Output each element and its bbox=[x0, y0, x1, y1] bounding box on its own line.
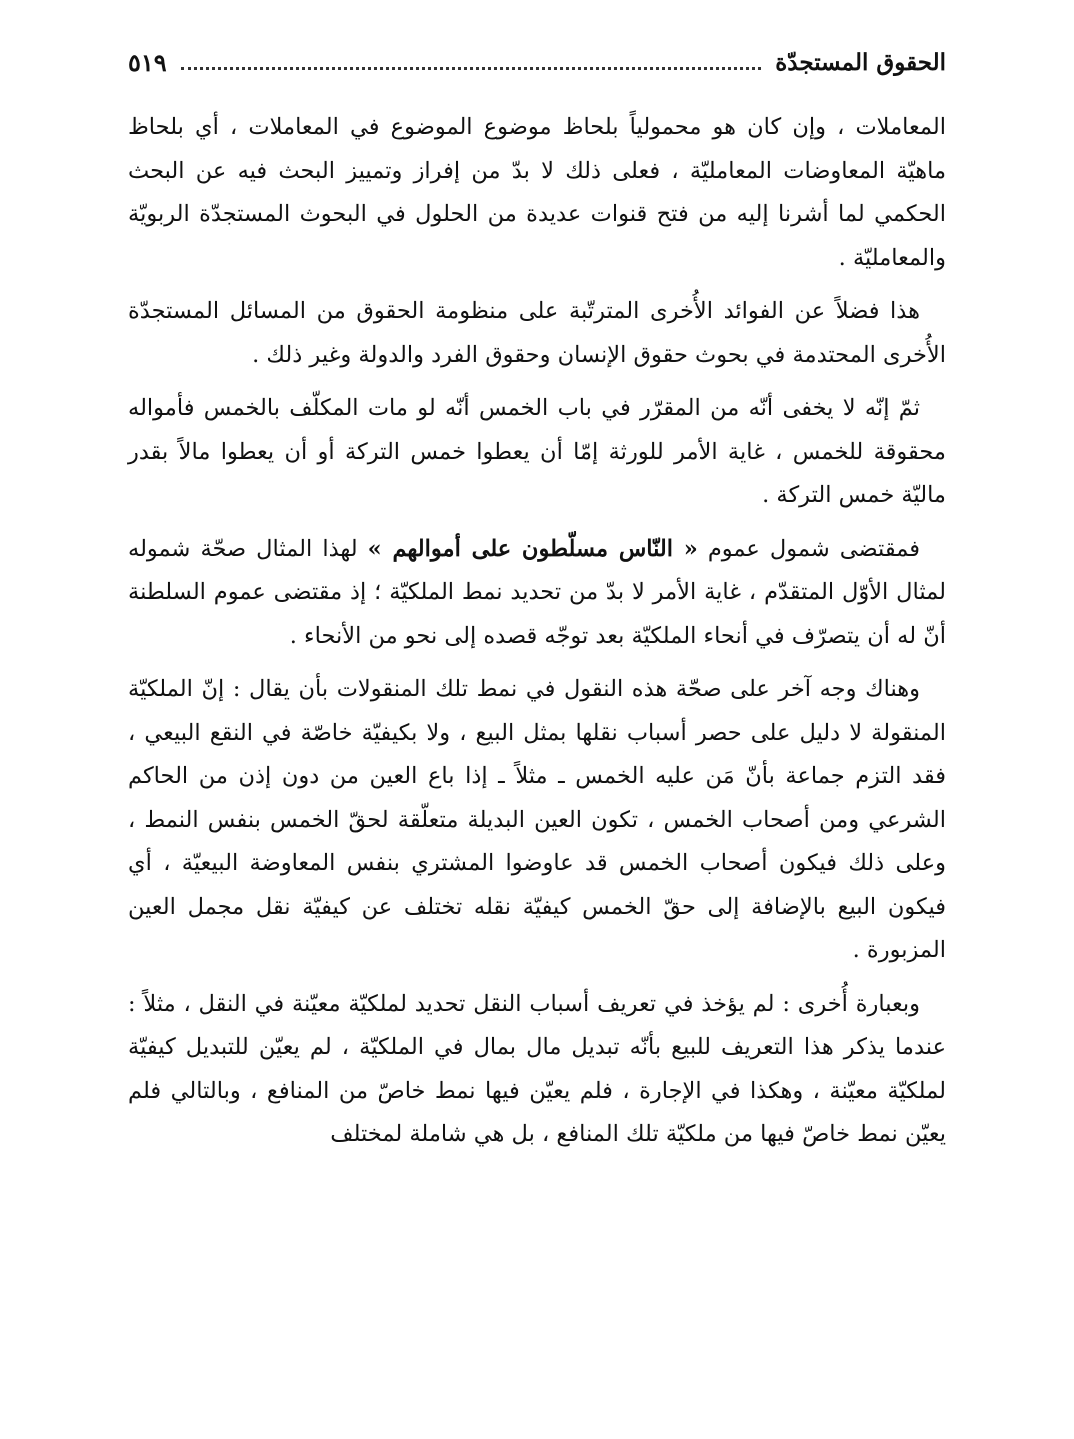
book-page bbox=[128, 40, 946, 1410]
paragraph: هذا فضلاً عن الفوائد الأُخرى المترتّبة على منظومة الحقوق من المسائل المستجدّة الأُخرى المحتدمة في بحوث حقوق الإنسان وحقوق الفرد والدولة وغير ذلك . bbox=[128, 298, 946, 368]
paragraph bbox=[128, 528, 946, 659]
paragraph: المعاملات ، وإن كان هو محمولياً بلحاظ موضوع الموضوع في المعاملات ، أي بلحاظ ماهيّة المعاوضات المعامليّة ، فعلى ذلك لا بدّ من إفراز وتمييز البحث فيه عن البحث الحكمي لما أشرنا إليه من فتح قنوات عديدة من الحلول في البحوث المستجدّة الربويّة والمعامليّة . bbox=[128, 114, 946, 271]
paragraph: وهناك وجه آخر على صحّة هذه النقول في نمط تلك المنقولات بأن يقال : إنّ الملكيّة المنقولة لا دليل على حصر أسباب نقلها بمثل البيع ، ولا بكيفيّة خاصّة في النقع البيعي ، فقد التزم جماعة بأنّ مَن عليه الخمس ـ مثلاً ـ إذا باع العين من دون إذن من الحاكم الشرعي ومن أصحاب الخمس ، تكون العين البديلة متعلّقة لحقّ الخمس بنفس النمط ، وعلى ذلك فيكون أصحاب الخمس قد عاوضوا المشتري بنفس المعاوضة البيعيّة ، أي فيكون البيع بالإضافة إلى حقّ الخمس كيفيّة نقله تختلف عن كيفيّة نقل مجمل العين المزبورة . bbox=[128, 676, 946, 963]
paragraph: ثمّ إنّه لا يخفى أنّه من المقرّر في باب الخمس أنّه لو مات المكلّف بالخمس فأمواله محقوقة للخمس ، غاية الأمر للورثة إمّا أن يعطوا خمس التركة أو أن يعطوا مالاً بقدر ماليّة خمس التركة . bbox=[128, 395, 946, 508]
paragraph: وبعبارة أُخرى : لم يؤخذ في تعريف أسباب النقل تحديد لملكيّة معيّنة في النقل ، مثلاً : عندما يذكر هذا التعريف للبيع بأنّه تبديل مال بمال في الملكيّة ، لم يعيّن للتبديل كيفيّة لملكيّة معيّنة ، وهكذا في الإجارة ، فلم يعيّن فيها نمط خاصّ من المنافع ، وبالتالي فلم يعيّن نمط خاصّ فيها من ملكيّة تلك المنافع ، بل هي شاملة لمختلف bbox=[128, 990, 946, 1147]
page-number: ٥١٩ bbox=[128, 47, 167, 77]
page-body bbox=[128, 106, 946, 1157]
paragraph-text: فمقتضى شمول عموم bbox=[697, 535, 920, 562]
header-dot-leader bbox=[181, 67, 762, 70]
running-title: الحقوق المستجدّة bbox=[775, 48, 946, 76]
paragraph-text: لهذا المثال صحّة شموله لمثال الأوّل المتقدّم ، غاية الأمر لا بدّ من تحديد نمط الملكيّة ؛ إذ مقتضى عموم السلطنة أنّ له أن يتصرّف في أنحاء الملكيّة بعد توجّه قصده إلى نحو من الأنحاء . bbox=[128, 535, 946, 649]
hadith-quote: « النّاس مسلّطون على أموالهم » bbox=[367, 535, 698, 562]
running-header bbox=[128, 40, 946, 84]
